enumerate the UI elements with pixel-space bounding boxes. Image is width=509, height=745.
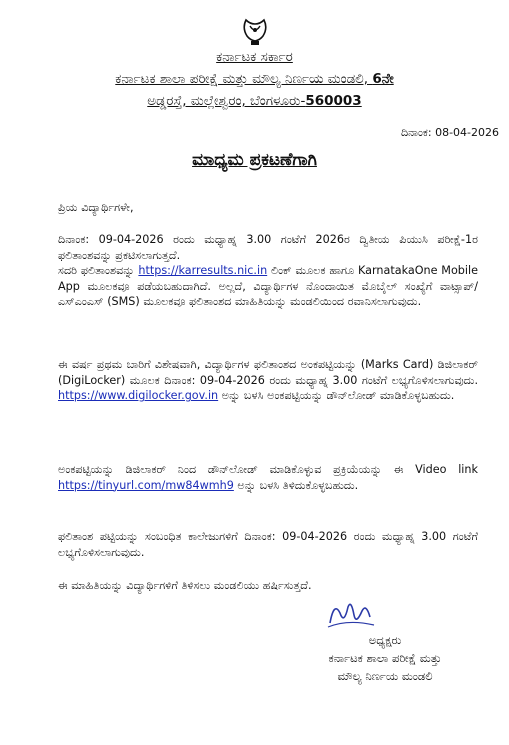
- header-org-line1: ಕರ್ನಾಟಕ ಸರ್ಕಾರ: [216, 49, 293, 65]
- handwritten-signature-icon: [320, 595, 380, 635]
- digilocker-link[interactable]: https://www.digilocker.gov.in: [58, 389, 219, 403]
- header-org-line2: ಕರ್ನಾಟಕ ಶಾಲಾ ಪರೀಕ್ಷೆ ಮತ್ತು ಮೌಲ್ಯ ನಿರ್ಣಯ ಮಂಡಲಿ, 6ನೇ: [115, 71, 394, 87]
- paragraph-closing: ಈ ಮಾಹಿತಿಯನ್ನು ವಿದ್ಯಾರ್ಥಿಗಳಿಗೆ ತಿಳಿಸಲು ಮಂಡಲಿಯು ಹರ್ಷಿಸುತ್ತದೆ.: [58, 579, 312, 592]
- signatory-org-line2: ಮೌಲ್ಯ ನಿರ್ಣಯ ಮಂಡಲಿ: [337, 669, 433, 683]
- document-date: ದಿನಾಂಕ: 08-04-2026: [400, 126, 499, 139]
- paragraph-results-announcement: ದಿನಾಂಕ: 09-04-2026 ರಂದು ಮಧ್ಯಾಹ್ನ 3.00 ಗಂಟೆಗೆ 2026ರ ದ್ವಿತೀಯ ಪಿಯುಸಿ ಪರೀಕ್ಷೆ-1ರ ಫಲಿತಾಂಶವನ್ನು ಪ್ರಕಟಿಸಲಾಗುತ್ತದೆ. ಸದರಿ ಫಲಿತಾಂಶವನ್ನು https://karresults.nic.in ಲಿಂಕ್ ಮೂಲಕ ಹಾಗೂ KarnatakaOne Mobile App ಮೂಲಕವೂ ಪಡೆಯಬಹುದಾಗಿದೆ. ಅಲ್ಲದೆ, ವಿದ್ಯಾರ್ಥಿಗಳ ನೊಂದಾಯಿತ ಮೊಬೈಲ್ ಸಂಖ್ಯೆಗೆ ವಾಟ್ಸಾಪ್/ಎಸ್‌ಎಂಎಸ್ (SMS) ಮೂಲಕವೂ ಫಲಿತಾಂಶದ ಮಾಹಿತಿಯನ್ನು ಮಂಡಲಿಯಿಂದ ರವಾನಿಸಲಾಗುವುದು.: [58, 233, 478, 309]
- signatory-designation: ಅಧ್ಯಕ್ಷರು: [368, 633, 402, 647]
- paragraph-video-link: ಅಂಕಪಟ್ಟಿಯನ್ನು ಡಿಜಿಲಾಕರ್ ನಿಂದ ಡೌನ್‌ಲೋಡ್ ಮಾಡಿಕೊಳ್ಳುವ ಪ್ರಕ್ರಿಯೆಯನ್ನು ಈ Video link https://tinyurl.com/mw84wmh9 ಅನ್ನು ಬಳಸಿ ತಿಳಿದುಕೊಳ್ಳಬಹುದು.: [58, 463, 478, 492]
- salutation: ಪ್ರಿಯ ವಿದ್ಯಾರ್ಥಿಗಳೇ,: [58, 201, 134, 214]
- paragraph-digilocker: ಈ ವರ್ಷ ಪ್ರಥಮ ಬಾರಿಗೆ ವಿಶೇಷವಾಗಿ, ವಿದ್ಯಾರ್ಥಿಗಳ ಫಲಿತಾಂಶದ ಅಂಕಪಟ್ಟಿಯನ್ನು (Marks Card) ಡಿಜಿಲಾಕರ್ (DigiLocker) ಮೂಲಕ ದಿನಾಂಕ: 09-04-2026 ರಂದು ಮಧ್ಯಾಹ್ನ 3.00 ಗಂಟೆಗೆ ಲಭ್ಯಗೊಳಿಸಲಾಗುವುದು. https://www.digilocker.gov.in ಅನ್ನು ಬಳಸಿ ಅಂಕಪಟ್ಟಿಯನ್ನು ಡೌನ್‌ಲೋಡ್ ಮಾಡಿಕೊಳ್ಳಬಹುದು.: [58, 358, 478, 403]
- header-org-line3: ಅಡ್ಡರಸ್ತೆ, ಮಲ್ಲೇಶ್ವರಂ, ಬೆಂಗಳೂರು-560003: [147, 93, 362, 109]
- karresults-link[interactable]: https://karresults.nic.in: [138, 264, 268, 278]
- signatory-org-line1: ಕರ್ನಾಟಕ ಶಾಲಾ ಪರೀಕ್ಷೆ ಮತ್ತು: [328, 651, 442, 665]
- paragraph-college-results: ಫಲಿತಾಂಶ ಪಟ್ಟಿಯನ್ನು ಸಂಬಂಧಿತ ಕಾಲೇಜುಗಳಿಗೆ ದಿನಾಂಕ: 09-04-2026 ರಂದು ಮಧ್ಯಾಹ್ನ 3.00 ಗಂಟೆಗೆ ಲಭ್ಯಗೊಳಿಸಲಾಗುವುದು.: [58, 530, 478, 559]
- page-title: ಮಾಧ್ಯಮ ಪ್ರಕಟಣೆಗಾಗಿ: [192, 150, 317, 170]
- state-emblem-icon: [238, 14, 272, 48]
- video-tutorial-link[interactable]: https://tinyurl.com/mw84wmh9: [58, 478, 234, 492]
